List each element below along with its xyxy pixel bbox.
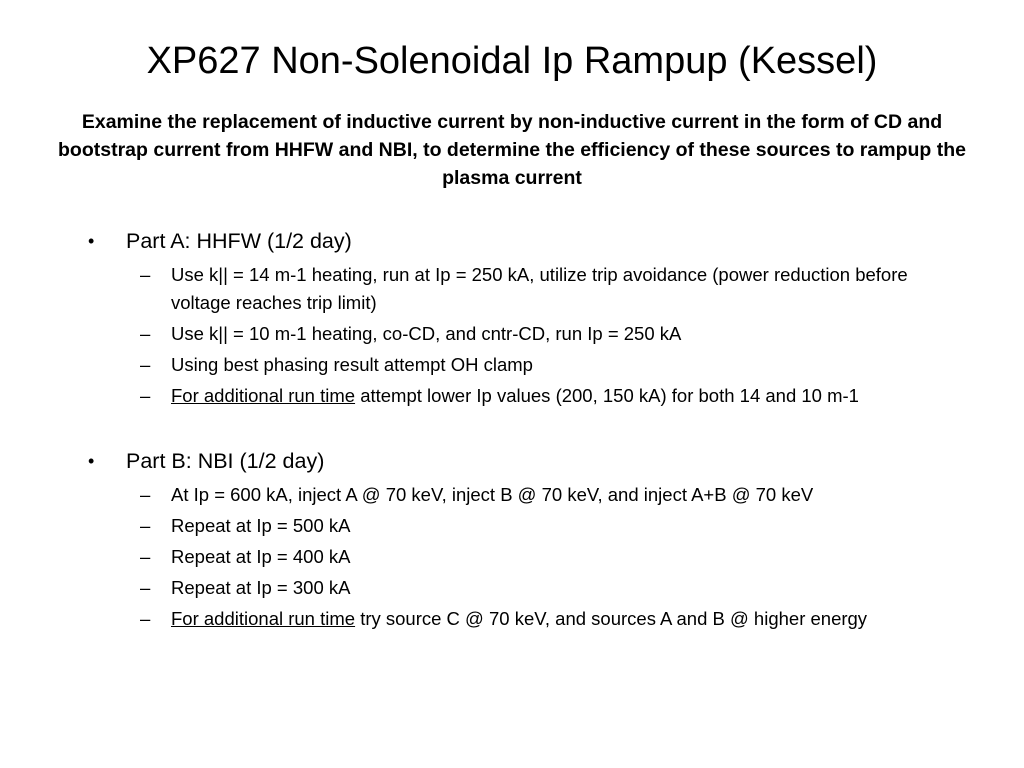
list-item-text: At Ip = 600 kA, inject A @ 70 keV, inject B @ 70 keV, and inject A+B @ 70 keV xyxy=(171,484,814,505)
dash-icon: – xyxy=(140,577,151,598)
list-item-text: Using best phasing result attempt OH clamp xyxy=(171,354,533,375)
list-item-text: Repeat at Ip = 300 kA xyxy=(171,577,351,598)
part-b-section xyxy=(88,444,948,633)
dash-icon: – xyxy=(140,264,151,285)
list-item-text: Repeat at Ip = 500 kA xyxy=(171,515,351,536)
list-item xyxy=(88,320,948,348)
part-b-heading xyxy=(88,444,948,478)
list-item-text: Use k|| = 14 m-1 heating, run at Ip = 250 kA, utilize trip avoidance (power reduction before voltage reaches trip limit) xyxy=(171,264,908,313)
dash-icon: – xyxy=(140,515,151,536)
list-item-text: Repeat at Ip = 400 kA xyxy=(171,546,351,567)
list-item xyxy=(88,481,948,509)
dash-icon: – xyxy=(140,608,151,629)
list-item-text: attempt lower Ip values (200, 150 kA) for both 14 and 10 m-1 xyxy=(355,385,859,406)
underlined-text: For additional run time xyxy=(171,608,356,629)
part-a-heading xyxy=(88,224,948,258)
list-item xyxy=(88,261,948,317)
list-item xyxy=(88,605,948,633)
part-b-heading-text: Part B: NBI (1/2 day) xyxy=(126,449,325,473)
dash-icon: – xyxy=(140,385,151,406)
dash-icon: – xyxy=(140,546,151,567)
list-item xyxy=(88,512,948,540)
list-item xyxy=(88,574,948,602)
list-item xyxy=(88,543,948,571)
dash-icon: – xyxy=(140,323,151,344)
list-item-text: try source C @ 70 keV, and sources A and B @ higher energy xyxy=(355,608,868,629)
bullet-icon: • xyxy=(88,231,95,251)
part-a-items xyxy=(88,261,948,410)
bullet-icon: • xyxy=(88,451,95,471)
slide-title: XP627 Non-Solenoidal Ip Rampup (Kessel) xyxy=(146,40,878,82)
part-a-section xyxy=(88,224,948,410)
part-a-heading-text: Part A: HHFW (1/2 day) xyxy=(126,229,352,253)
list-item xyxy=(88,382,948,410)
part-b-items xyxy=(88,481,948,633)
dash-icon: – xyxy=(140,484,151,505)
list-item xyxy=(88,351,948,379)
list-item-text: Use k|| = 10 m-1 heating, co-CD, and cntr-CD, run Ip = 250 kA xyxy=(171,323,682,344)
slide-body xyxy=(88,224,948,633)
underlined-text: For additional run time xyxy=(171,385,356,406)
slide-subtitle: Examine the replacement of inductive current by non-inductive current in the form of CD and bootstrap current from HHFW and NBI, to determine the efficiency of these sources to rampup the plasma current xyxy=(58,111,966,189)
dash-icon: – xyxy=(140,354,151,375)
